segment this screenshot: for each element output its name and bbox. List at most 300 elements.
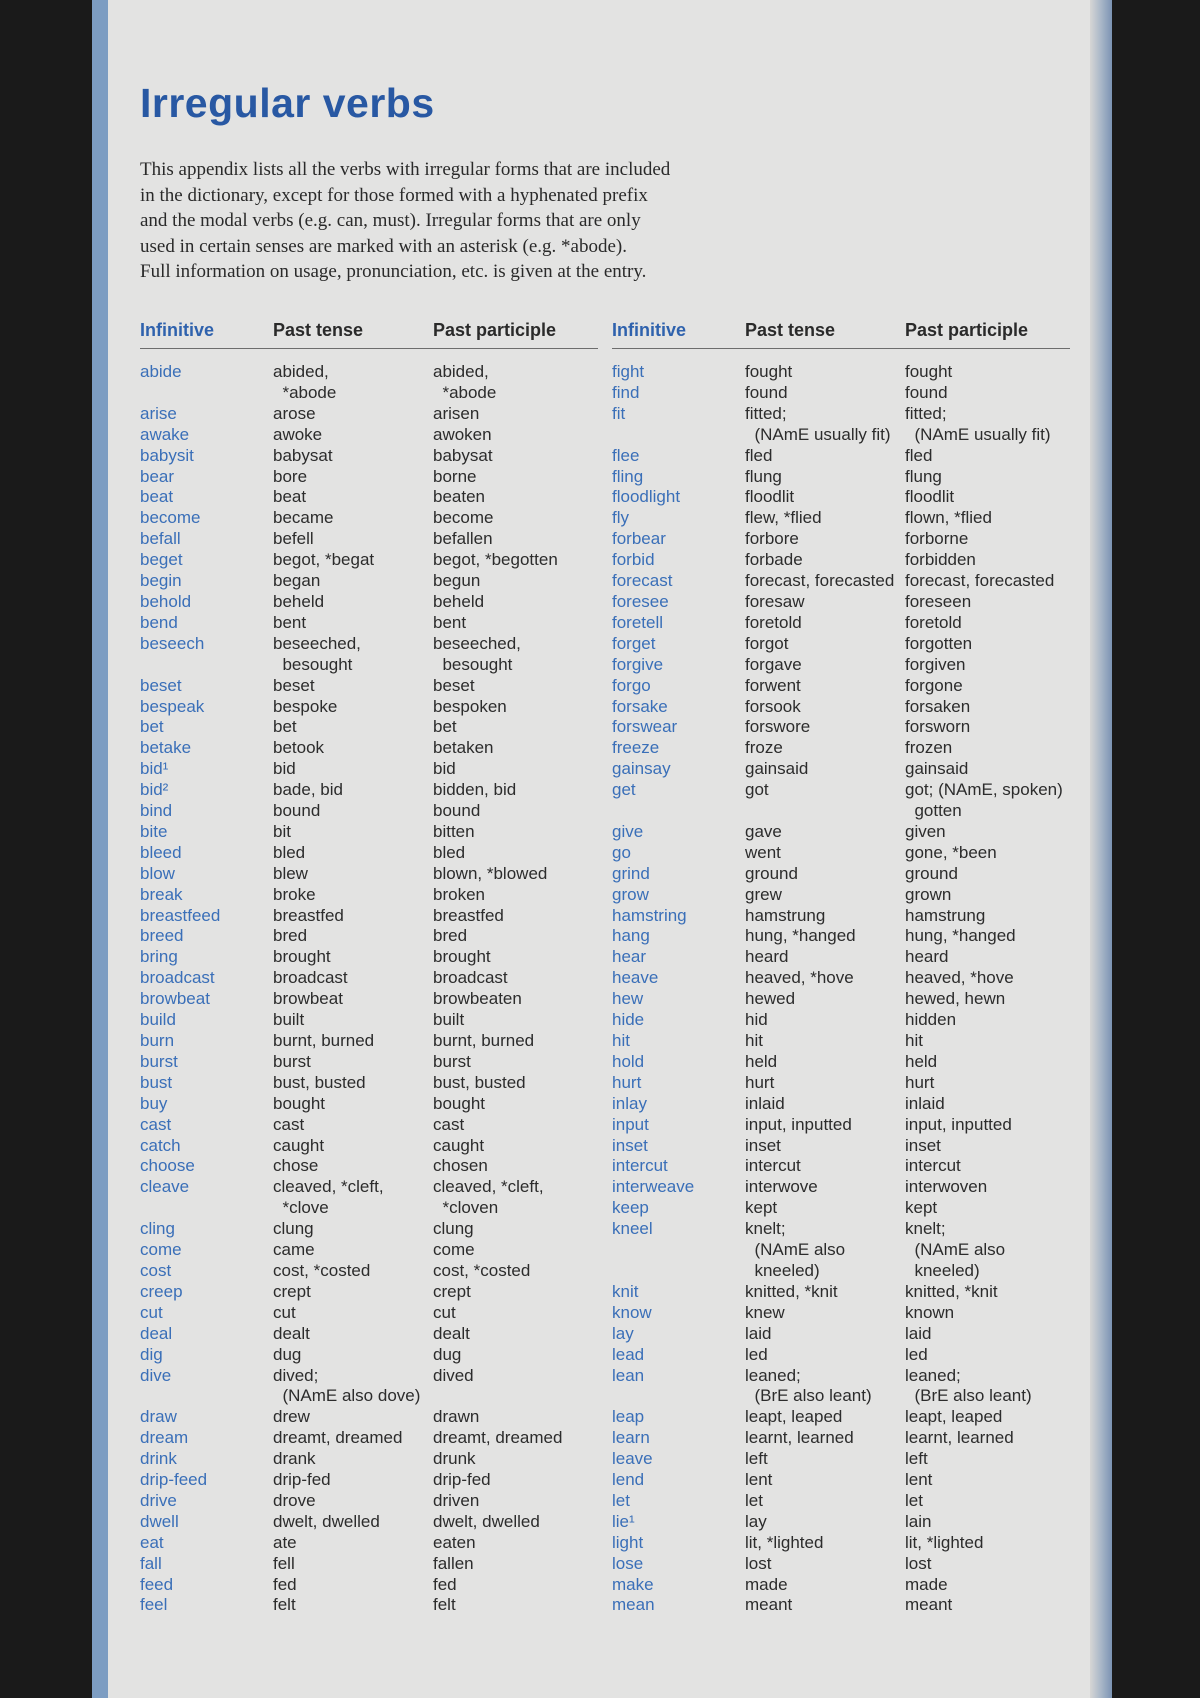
past-tense-cell: bespoke — [273, 696, 338, 716]
past-participle-cell: frozen — [905, 738, 953, 758]
infinitive-cell: betake — [140, 738, 192, 758]
past-tense-cell: breastfed — [273, 905, 344, 925]
infinitive-cell: freeze — [612, 738, 660, 758]
verb-row — [140, 1407, 598, 1428]
infinitive-cell: forget — [612, 633, 656, 653]
past-participle-cell: dealt — [433, 1323, 470, 1343]
infinitive-cell: become — [140, 508, 201, 528]
verb-row — [140, 885, 598, 906]
past-participle-cell: kept — [905, 1198, 938, 1218]
past-participle-cell: inlaid — [905, 1093, 945, 1113]
past-participle-cell: beaten — [433, 487, 485, 507]
past-tense-cell: fitted; (NAmE usually fit) — [745, 403, 891, 444]
past-tense-cell: beat — [273, 487, 307, 507]
past-tense-cell: forecast, forecasted — [745, 571, 895, 591]
verb-row — [140, 947, 598, 968]
page-edge-left — [92, 0, 108, 1698]
infinitive-cell: bid¹ — [140, 759, 169, 779]
infinitive-cell: drive — [140, 1490, 177, 1510]
infinitive-cell: bespeak — [140, 696, 205, 716]
verb-row — [612, 1198, 1070, 1219]
verb-row — [612, 697, 1070, 718]
infinitive-cell: forsake — [612, 696, 668, 716]
past-participle-cell: burnt, burned — [433, 1031, 535, 1050]
infinitive-cell: bring — [140, 947, 178, 967]
header-past-participle: Past participle — [905, 320, 1070, 349]
past-participle-cell: bespoken — [433, 696, 507, 716]
past-participle-cell: felt — [433, 1595, 456, 1615]
past-tense-cell: bore — [273, 466, 308, 486]
infinitive-cell: hold — [612, 1051, 645, 1071]
past-tense-cell: cost, *costed — [273, 1260, 371, 1280]
intro-line: in the dictionary, except for those formed with a hyphenated prefix — [140, 184, 648, 206]
past-tense-cell: gave — [745, 821, 782, 841]
infinitive-cell: fit — [612, 403, 626, 423]
past-participle-cell: cleaved, *cleft, *cloven — [433, 1177, 544, 1218]
past-participle-cell: brought — [433, 947, 491, 967]
past-tense-cell: hit — [745, 1031, 763, 1050]
past-participle-cell: bled — [433, 842, 466, 862]
past-participle-cell: befallen — [433, 529, 493, 549]
verb-table-right — [612, 320, 1070, 1616]
past-tense-cell: bit — [273, 821, 291, 841]
past-participle-cell: cost, *costed — [433, 1260, 531, 1280]
past-tense-cell: hid — [745, 1010, 768, 1030]
past-participle-cell: beseeched, besought — [433, 633, 521, 674]
infinitive-cell: dream — [140, 1428, 189, 1448]
past-tense-cell: intercut — [745, 1156, 801, 1176]
past-participle-cell: forbidden — [905, 550, 976, 570]
past-participle-cell: beset — [433, 675, 475, 695]
infinitive-cell: come — [140, 1240, 182, 1260]
infinitive-cell: dive — [140, 1365, 172, 1385]
verb-row — [612, 885, 1070, 906]
infinitive-cell: interweave — [612, 1177, 695, 1197]
verb-row — [140, 906, 598, 927]
verb-row — [140, 717, 598, 738]
infinitive-cell: broadcast — [140, 968, 215, 988]
past-participle-cell: inset — [905, 1135, 941, 1155]
past-participle-cell: flown, *flied — [905, 508, 992, 528]
past-tense-cell: flew, *flied — [745, 508, 822, 528]
verb-row — [140, 968, 598, 989]
verb-row — [612, 1303, 1070, 1324]
past-tense-cell: lit, *lighted — [745, 1532, 824, 1552]
past-participle-cell: known — [905, 1302, 955, 1322]
infinitive-cell: babysit — [140, 445, 194, 465]
verb-row — [140, 550, 598, 571]
past-participle-cell: broadcast — [433, 968, 508, 988]
past-participle-cell: caught — [433, 1135, 485, 1155]
past-tense-cell: drew — [273, 1407, 310, 1427]
content — [140, 80, 1070, 1615]
past-participle-cell: given — [905, 821, 946, 841]
verb-row — [140, 349, 598, 404]
infinitive-cell: let — [612, 1490, 630, 1510]
past-participle-cell: bred — [433, 926, 468, 946]
infinitive-cell: make — [612, 1574, 654, 1594]
verb-row — [612, 634, 1070, 655]
past-tense-cell: drove — [273, 1490, 316, 1510]
verb-row — [140, 571, 598, 592]
past-participle-cell: driven — [433, 1490, 480, 1510]
past-participle-cell: grown — [905, 884, 952, 904]
infinitive-cell: floodlight — [612, 487, 681, 507]
infinitive-cell: get — [612, 780, 636, 800]
infinitive-cell: forgo — [612, 675, 651, 695]
intro-line: used in certain senses are marked with an asterisk (e.g. *abode). — [140, 235, 627, 257]
past-tense-cell: dug — [273, 1344, 302, 1364]
infinitive-cell: learn — [612, 1428, 650, 1448]
infinitive-cell: bend — [140, 612, 178, 632]
past-participle-cell: lain — [905, 1511, 932, 1531]
past-participle-cell: dived — [433, 1365, 474, 1385]
past-participle-cell: forgone — [905, 675, 963, 695]
verb-row — [612, 1115, 1070, 1136]
past-tense-cell: forsook — [745, 696, 801, 716]
infinitive-cell: browbeat — [140, 989, 210, 1009]
header-past-tense: Past tense — [745, 320, 905, 349]
past-tense-cell: gainsaid — [745, 759, 809, 779]
verb-row — [612, 926, 1070, 947]
infinitive-cell: feed — [140, 1574, 174, 1594]
verb-row — [140, 1177, 598, 1219]
past-tense-cell: arose — [273, 403, 316, 423]
past-participle-cell: babysat — [433, 445, 493, 465]
past-tense-cell: bid — [273, 759, 296, 779]
verb-row — [612, 906, 1070, 927]
verb-row — [612, 947, 1070, 968]
verb-row — [140, 759, 598, 780]
past-tense-cell: beseeched, besought — [273, 633, 361, 674]
past-participle-cell: left — [905, 1449, 928, 1469]
verb-row — [140, 1010, 598, 1031]
infinitive-cell: break — [140, 884, 183, 904]
verb-row — [140, 1366, 598, 1408]
past-participle-cell: bet — [433, 717, 457, 737]
past-participle-cell: forsaken — [905, 696, 971, 716]
past-participle-cell: forsworn — [905, 717, 971, 737]
infinitive-cell: know — [612, 1302, 652, 1322]
past-participle-cell: beheld — [433, 591, 485, 611]
infinitive-cell: cast — [140, 1114, 172, 1134]
past-tense-cell: input, inputted — [745, 1114, 852, 1134]
past-tense-cell: drip-fed — [273, 1470, 331, 1490]
past-participle-cell: got; (NAmE, spoken) gotten — [905, 780, 1063, 821]
past-participle-cell: cast — [433, 1114, 465, 1134]
past-participle-cell: chosen — [433, 1156, 488, 1176]
verb-row — [612, 383, 1070, 404]
infinitive-cell: lead — [612, 1344, 645, 1364]
past-tense-cell: bred — [273, 926, 308, 946]
past-participle-cell: betaken — [433, 738, 494, 758]
verb-row — [612, 864, 1070, 885]
past-participle-cell: burst — [433, 1051, 471, 1071]
verb-row — [612, 759, 1070, 780]
past-participle-cell: forgiven — [905, 654, 966, 674]
past-tense-cell: froze — [745, 738, 783, 758]
past-tense-cell: forbore — [745, 529, 799, 549]
verb-row — [612, 1470, 1070, 1491]
verb-row — [612, 1449, 1070, 1470]
infinitive-cell: knit — [612, 1281, 639, 1301]
past-tense-cell: dived; (NAmE also dove) — [273, 1365, 421, 1406]
past-participle-cell: ground — [905, 863, 958, 883]
infinitive-cell: buy — [140, 1093, 168, 1113]
verb-row — [140, 1261, 598, 1282]
past-tense-cell: betook — [273, 738, 325, 758]
verb-row — [612, 1282, 1070, 1303]
past-tense-cell: burnt, burned — [273, 1031, 375, 1050]
verb-row — [612, 1010, 1070, 1031]
past-tense-cell: lost — [745, 1553, 772, 1573]
infinitive-cell: fight — [612, 362, 645, 381]
past-participle-cell: lost — [905, 1553, 932, 1573]
verb-row — [140, 801, 598, 822]
past-participle-cell: crept — [433, 1281, 471, 1301]
past-participle-cell: bid — [433, 759, 456, 779]
past-tense-cell: bade, bid — [273, 780, 343, 800]
past-participle-cell: hidden — [905, 1010, 957, 1030]
infinitive-cell: foresee — [612, 591, 669, 611]
past-tense-cell: floodlit — [745, 487, 795, 507]
past-participle-cell: forgotten — [905, 633, 973, 653]
infinitive-cell: mean — [612, 1595, 655, 1615]
verb-row — [612, 822, 1070, 843]
verb-row — [140, 1491, 598, 1512]
past-tense-cell: got — [745, 780, 769, 800]
past-participle-cell: dwelt, dwelled — [433, 1511, 540, 1531]
verb-tables — [140, 320, 1070, 1616]
infinitive-cell: go — [612, 842, 631, 862]
past-participle-cell: bound — [433, 801, 481, 821]
past-participle-cell: awoken — [433, 424, 492, 444]
infinitive-cell: cleave — [140, 1177, 190, 1197]
verb-table-left-body — [140, 349, 598, 1617]
past-participle-cell: heard — [905, 947, 949, 967]
past-participle-cell: begun — [433, 571, 481, 591]
intro-line: and the modal verbs (e.g. can, must). Irregular forms that are only — [140, 210, 641, 231]
infinitive-cell: grind — [612, 863, 650, 883]
verb-row — [140, 529, 598, 550]
past-participle-cell: gone, *been — [905, 842, 997, 862]
verb-row — [612, 592, 1070, 613]
verb-row — [612, 676, 1070, 697]
past-tense-cell: leapt, leaped — [745, 1407, 843, 1427]
past-participle-cell: knelt; (NAmE also kneeled) — [905, 1219, 1006, 1280]
past-participle-cell: cut — [433, 1302, 456, 1322]
past-participle-cell: begot, *begotten — [433, 550, 558, 570]
past-tense-cell: dreamt, dreamed — [273, 1428, 403, 1448]
infinitive-cell: creep — [140, 1281, 183, 1301]
verb-row — [612, 1491, 1070, 1512]
infinitive-cell: gainsay — [612, 759, 671, 779]
verb-row — [612, 550, 1070, 571]
infinitive-cell: blow — [140, 863, 175, 883]
past-tense-cell: inset — [745, 1135, 781, 1155]
infinitive-cell: lean — [612, 1365, 645, 1385]
past-participle-cell: dug — [433, 1344, 462, 1364]
verb-row — [612, 1512, 1070, 1533]
infinitive-cell: fly — [612, 508, 629, 528]
infinitive-cell: bite — [140, 821, 168, 841]
infinitive-cell: leave — [612, 1449, 653, 1469]
past-tense-cell: hamstrung — [745, 905, 826, 925]
infinitive-cell: bust — [140, 1072, 173, 1092]
infinitive-cell: lie¹ — [612, 1511, 635, 1531]
past-tense-cell: awoke — [273, 424, 323, 444]
infinitive-cell: awake — [140, 424, 190, 444]
verb-row — [612, 1407, 1070, 1428]
infinitive-cell: flee — [612, 445, 640, 465]
past-tense-cell: forgave — [745, 654, 802, 674]
past-participle-cell: made — [905, 1574, 948, 1594]
verb-row — [612, 1031, 1070, 1052]
past-tense-cell: flung — [745, 466, 782, 486]
past-participle-cell: hit — [905, 1031, 923, 1050]
past-tense-cell: grew — [745, 884, 782, 904]
past-participle-cell: led — [905, 1344, 928, 1364]
infinitive-cell: build — [140, 1010, 176, 1030]
past-tense-cell: bought — [273, 1093, 325, 1113]
infinitive-cell: hang — [612, 926, 650, 946]
past-tense-cell: knelt; (NAmE also kneeled) — [745, 1219, 846, 1280]
past-tense-cell: became — [273, 508, 334, 528]
verb-row — [140, 1240, 598, 1261]
past-tense-cell: burst — [273, 1051, 311, 1071]
verb-row — [612, 1533, 1070, 1554]
infinitive-cell: cling — [140, 1219, 175, 1239]
infinitive-cell: abide — [140, 362, 182, 381]
infinitive-cell: burn — [140, 1031, 175, 1050]
verb-row — [140, 1345, 598, 1366]
verb-row — [140, 613, 598, 634]
verb-row — [140, 446, 598, 467]
past-participle-cell: learnt, learned — [905, 1428, 1014, 1448]
past-tense-cell: bent — [273, 612, 307, 632]
past-tense-cell: learnt, learned — [745, 1428, 854, 1448]
past-participle-cell: input, inputted — [905, 1114, 1012, 1134]
infinitive-cell: befall — [140, 529, 181, 549]
past-participle-cell: arisen — [433, 403, 480, 423]
past-participle-cell: let — [905, 1490, 923, 1510]
past-tense-cell: forbade — [745, 550, 803, 570]
past-participle-cell: browbeaten — [433, 989, 522, 1009]
past-participle-cell: drip-fed — [433, 1470, 491, 1490]
verb-row — [612, 1324, 1070, 1345]
verb-row — [612, 1136, 1070, 1157]
past-participle-cell: fitted; (NAmE usually fit) — [905, 403, 1051, 444]
infinitive-cell: fling — [612, 466, 644, 486]
infinitive-cell: beat — [140, 487, 174, 507]
past-participle-cell: forborne — [905, 529, 969, 549]
infinitive-cell: beget — [140, 550, 183, 570]
past-participle-cell: intercut — [905, 1156, 961, 1176]
infinitive-cell: cost — [140, 1260, 172, 1280]
past-participle-cell: interwoven — [905, 1177, 988, 1197]
verb-row — [140, 467, 598, 488]
verb-row — [140, 1115, 598, 1136]
infinitive-cell: bid² — [140, 780, 169, 800]
infinitive-cell: bear — [140, 466, 175, 486]
past-participle-cell: bust, busted — [433, 1072, 526, 1092]
infinitive-cell: arise — [140, 403, 177, 423]
past-tense-cell: fell — [273, 1553, 295, 1573]
past-tense-cell: let — [745, 1490, 763, 1510]
past-participle-cell: flung — [905, 466, 942, 486]
past-participle-cell: fought — [905, 362, 953, 381]
past-tense-cell: heaved, *hove — [745, 968, 854, 988]
verb-row — [612, 404, 1070, 446]
past-tense-cell: knitted, *knit — [745, 1281, 838, 1301]
past-tense-cell: began — [273, 571, 321, 591]
past-tense-cell: lent — [745, 1470, 773, 1490]
infinitive-cell: burst — [140, 1051, 178, 1071]
past-participle-cell: floodlit — [905, 487, 955, 507]
past-participle-cell: borne — [433, 466, 477, 486]
past-tense-cell: chose — [273, 1156, 319, 1176]
past-participle-cell: hewed, hewn — [905, 989, 1006, 1009]
infinitive-cell: feel — [140, 1595, 168, 1615]
past-tense-cell: interwove — [745, 1177, 818, 1197]
past-tense-cell: led — [745, 1344, 768, 1364]
past-tense-cell: hurt — [745, 1072, 775, 1092]
verb-row — [140, 1428, 598, 1449]
infinitive-cell: fall — [140, 1553, 162, 1573]
infinitive-cell: drink — [140, 1449, 177, 1469]
past-tense-cell: ate — [273, 1532, 297, 1552]
infinitive-cell: hit — [612, 1031, 630, 1050]
past-participle-cell: drunk — [433, 1449, 476, 1469]
past-tense-cell: knew — [745, 1302, 785, 1322]
infinitive-cell: breastfeed — [140, 905, 221, 925]
past-participle-cell: lit, *lighted — [905, 1532, 984, 1552]
verb-row — [612, 1345, 1070, 1366]
verb-row — [140, 1073, 598, 1094]
verb-row — [612, 467, 1070, 488]
past-tense-cell: felt — [273, 1595, 296, 1615]
infinitive-cell: forbid — [612, 550, 655, 570]
infinitive-cell: find — [612, 382, 640, 402]
past-tense-cell: bet — [273, 717, 297, 737]
past-tense-cell: made — [745, 1574, 788, 1594]
infinitive-cell: hew — [612, 989, 644, 1009]
verb-row — [140, 780, 598, 801]
past-participle-cell: leaned; (BrE also leant) — [905, 1365, 1032, 1406]
verb-row — [612, 780, 1070, 822]
infinitive-cell: beseech — [140, 633, 205, 653]
past-tense-cell: forswore — [745, 717, 811, 737]
past-participle-cell: bidden, bid — [433, 780, 517, 800]
past-tense-cell: went — [745, 842, 781, 862]
past-participle-cell: built — [433, 1010, 465, 1030]
verb-row — [612, 446, 1070, 467]
verb-row — [140, 1512, 598, 1533]
verb-row — [140, 822, 598, 843]
verb-row — [612, 1073, 1070, 1094]
infinitive-cell: kneel — [612, 1219, 653, 1239]
verb-row — [140, 1470, 598, 1491]
past-tense-cell: hung, *hanged — [745, 926, 856, 946]
verb-row — [140, 864, 598, 885]
infinitive-cell: breed — [140, 926, 184, 946]
past-participle-cell: hamstrung — [905, 905, 986, 925]
verb-row — [140, 1219, 598, 1240]
verb-row — [140, 404, 598, 425]
infinitive-cell: grow — [612, 884, 649, 904]
infinitive-cell: cut — [140, 1302, 163, 1322]
past-tense-cell: broke — [273, 884, 316, 904]
